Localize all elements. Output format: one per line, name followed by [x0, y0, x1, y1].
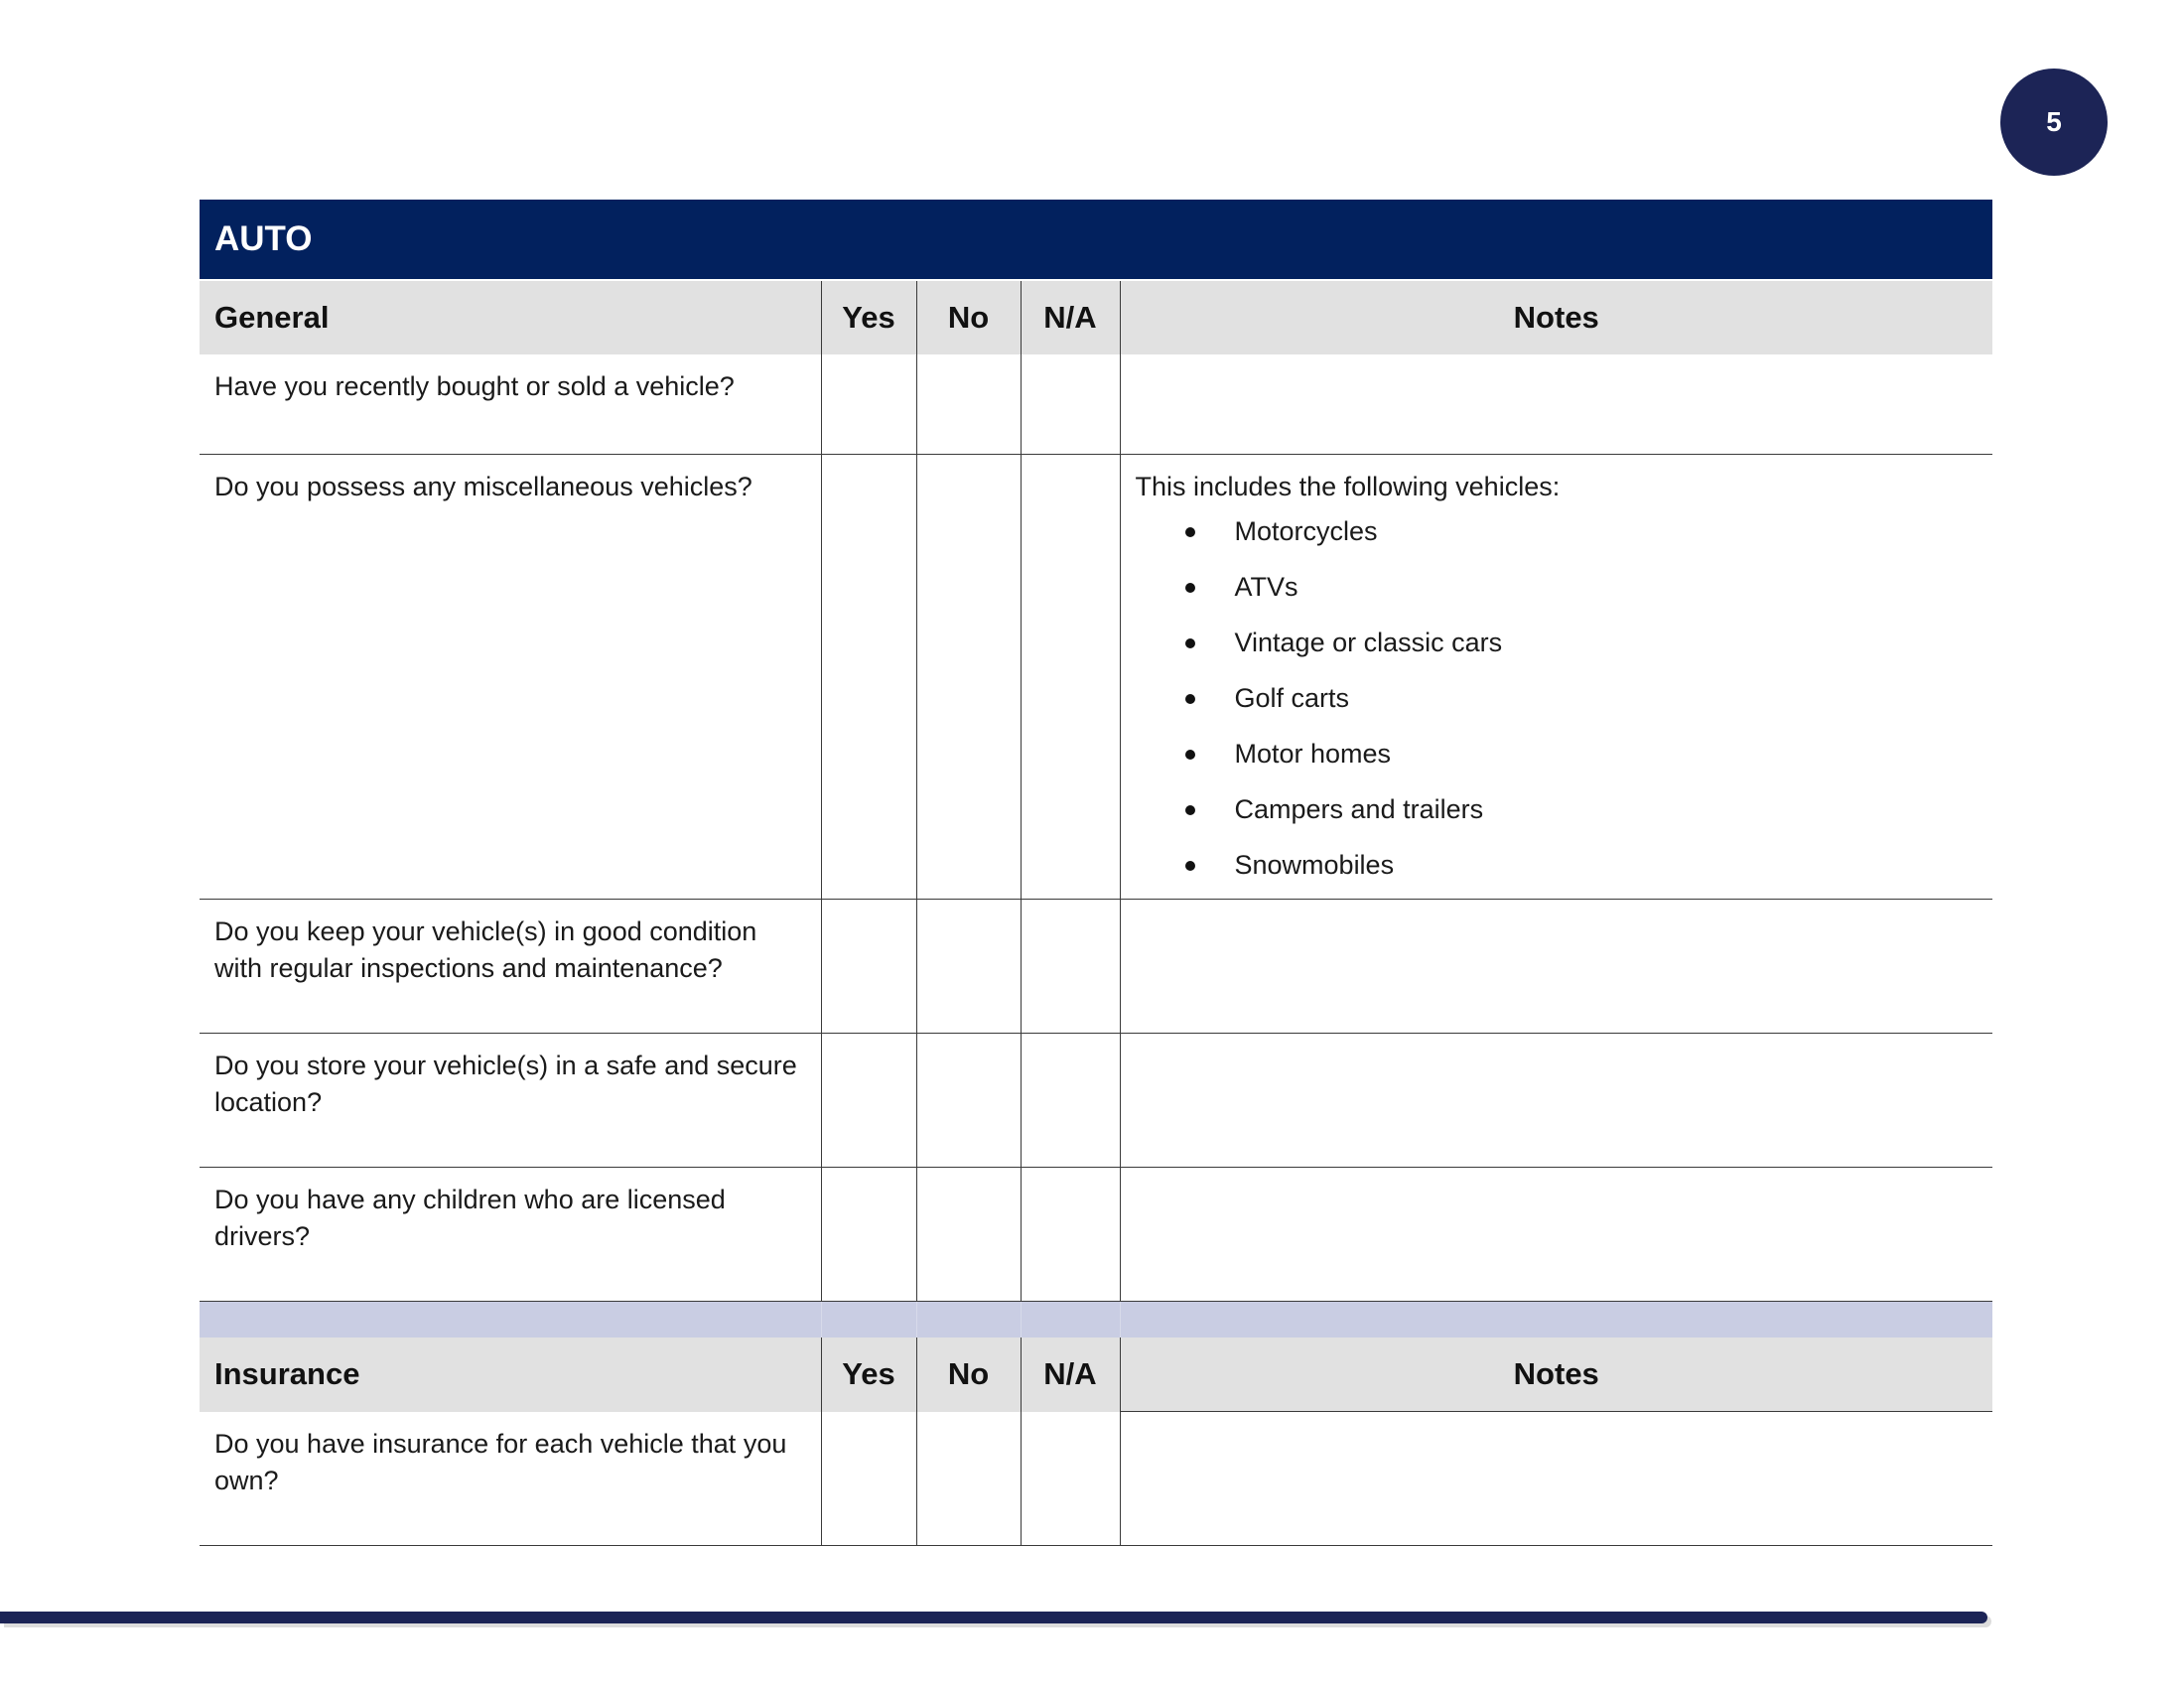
divider-cell: [200, 1302, 821, 1338]
vehicle-name: Campers and trailers: [1234, 794, 1484, 824]
na-checkbox-cell[interactable]: [1021, 1412, 1120, 1546]
no-checkbox-cell[interactable]: [916, 1412, 1021, 1546]
no-checkbox-cell[interactable]: [916, 1034, 1021, 1168]
question-row-bought-sold: [200, 354, 1992, 455]
vehicle-name: Golf carts: [1234, 683, 1350, 713]
yes-checkbox-cell[interactable]: [821, 354, 916, 455]
divider-cell: [1120, 1302, 1992, 1338]
question-text: Do you have any children who are licensed drivers?: [200, 1168, 821, 1302]
bullet-icon: [1185, 527, 1195, 537]
question-text: Have you recently bought or sold a vehicle?: [200, 354, 821, 455]
question-row-storage: [200, 1034, 1992, 1168]
na-column-header: N/A: [1021, 281, 1120, 354]
question-text: Do you keep your vehicle(s) in good condition with regular inspections and maintenance?: [200, 900, 821, 1034]
vehicle-list: [1136, 513, 1979, 889]
bullet-icon: [1185, 861, 1195, 871]
vehicle-name: Vintage or classic cars: [1234, 628, 1503, 657]
notes-intro-text: This includes the following vehicles:: [1135, 472, 1561, 501]
notes-cell[interactable]: [1120, 1412, 1992, 1546]
no-column-header: No: [916, 281, 1021, 354]
list-item: [1136, 513, 1979, 569]
divider-cell: [916, 1302, 1021, 1338]
insurance-header-row: [200, 1337, 1992, 1412]
section-title: AUTO: [200, 200, 1992, 281]
bullet-icon: [1185, 694, 1195, 704]
notes-column-header: Notes: [1120, 281, 1992, 354]
yes-checkbox-cell[interactable]: [821, 1168, 916, 1302]
footer-rule: [0, 1612, 1987, 1623]
vehicle-name: Motorcycles: [1234, 516, 1378, 546]
auto-checklist: [200, 200, 1992, 1546]
no-checkbox-cell[interactable]: [916, 354, 1021, 455]
notes-cell[interactable]: [1120, 354, 1992, 455]
checklist-table: [200, 281, 1992, 1546]
divider-cell: [821, 1302, 916, 1338]
yes-checkbox-cell[interactable]: [821, 1034, 916, 1168]
page-number-badge: 5: [2000, 69, 2108, 176]
list-item: [1136, 847, 1979, 889]
no-checkbox-cell[interactable]: [916, 1168, 1021, 1302]
general-heading: General: [200, 281, 821, 354]
question-text: Do you possess any miscellaneous vehicles?: [200, 455, 821, 900]
notes-cell[interactable]: [1120, 900, 1992, 1034]
section-divider: [200, 1302, 1992, 1338]
bullet-icon: [1185, 805, 1195, 815]
no-checkbox-cell[interactable]: [916, 455, 1021, 900]
list-item: [1136, 736, 1979, 791]
bullet-icon: [1185, 583, 1195, 593]
notes-cell[interactable]: [1120, 455, 1992, 900]
question-row-children-drivers: [200, 1168, 1992, 1302]
notes-cell[interactable]: [1120, 1034, 1992, 1168]
question-text: Do you have insurance for each vehicle that you own?: [200, 1412, 821, 1546]
yes-column-header: Yes: [821, 1337, 916, 1412]
na-checkbox-cell[interactable]: [1021, 1034, 1120, 1168]
bullet-icon: [1185, 638, 1195, 648]
question-row-misc-vehicles: [200, 455, 1992, 900]
general-header-row: [200, 281, 1992, 354]
question-text: Do you store your vehicle(s) in a safe and secure location?: [200, 1034, 821, 1168]
vehicle-name: Motor homes: [1234, 739, 1392, 769]
yes-checkbox-cell[interactable]: [821, 1412, 916, 1546]
yes-column-header: Yes: [821, 281, 916, 354]
vehicle-name: Snowmobiles: [1234, 850, 1395, 880]
list-item: [1136, 791, 1979, 847]
na-checkbox-cell[interactable]: [1021, 455, 1120, 900]
list-item: [1136, 569, 1979, 625]
list-item: [1136, 625, 1979, 680]
no-column-header: No: [916, 1337, 1021, 1412]
na-checkbox-cell[interactable]: [1021, 354, 1120, 455]
na-checkbox-cell[interactable]: [1021, 1168, 1120, 1302]
list-item: [1136, 680, 1979, 736]
yes-checkbox-cell[interactable]: [821, 900, 916, 1034]
no-checkbox-cell[interactable]: [916, 900, 1021, 1034]
notes-cell[interactable]: [1120, 1168, 1992, 1302]
vehicle-name: ATVs: [1234, 572, 1298, 602]
insurance-heading: Insurance: [200, 1337, 821, 1412]
na-column-header: N/A: [1021, 1337, 1120, 1412]
yes-checkbox-cell[interactable]: [821, 455, 916, 900]
question-row-insurance: [200, 1412, 1992, 1546]
divider-cell: [1021, 1302, 1120, 1338]
na-checkbox-cell[interactable]: [1021, 900, 1120, 1034]
bullet-icon: [1185, 750, 1195, 760]
question-row-condition: [200, 900, 1992, 1034]
notes-column-header: Notes: [1120, 1337, 1992, 1412]
